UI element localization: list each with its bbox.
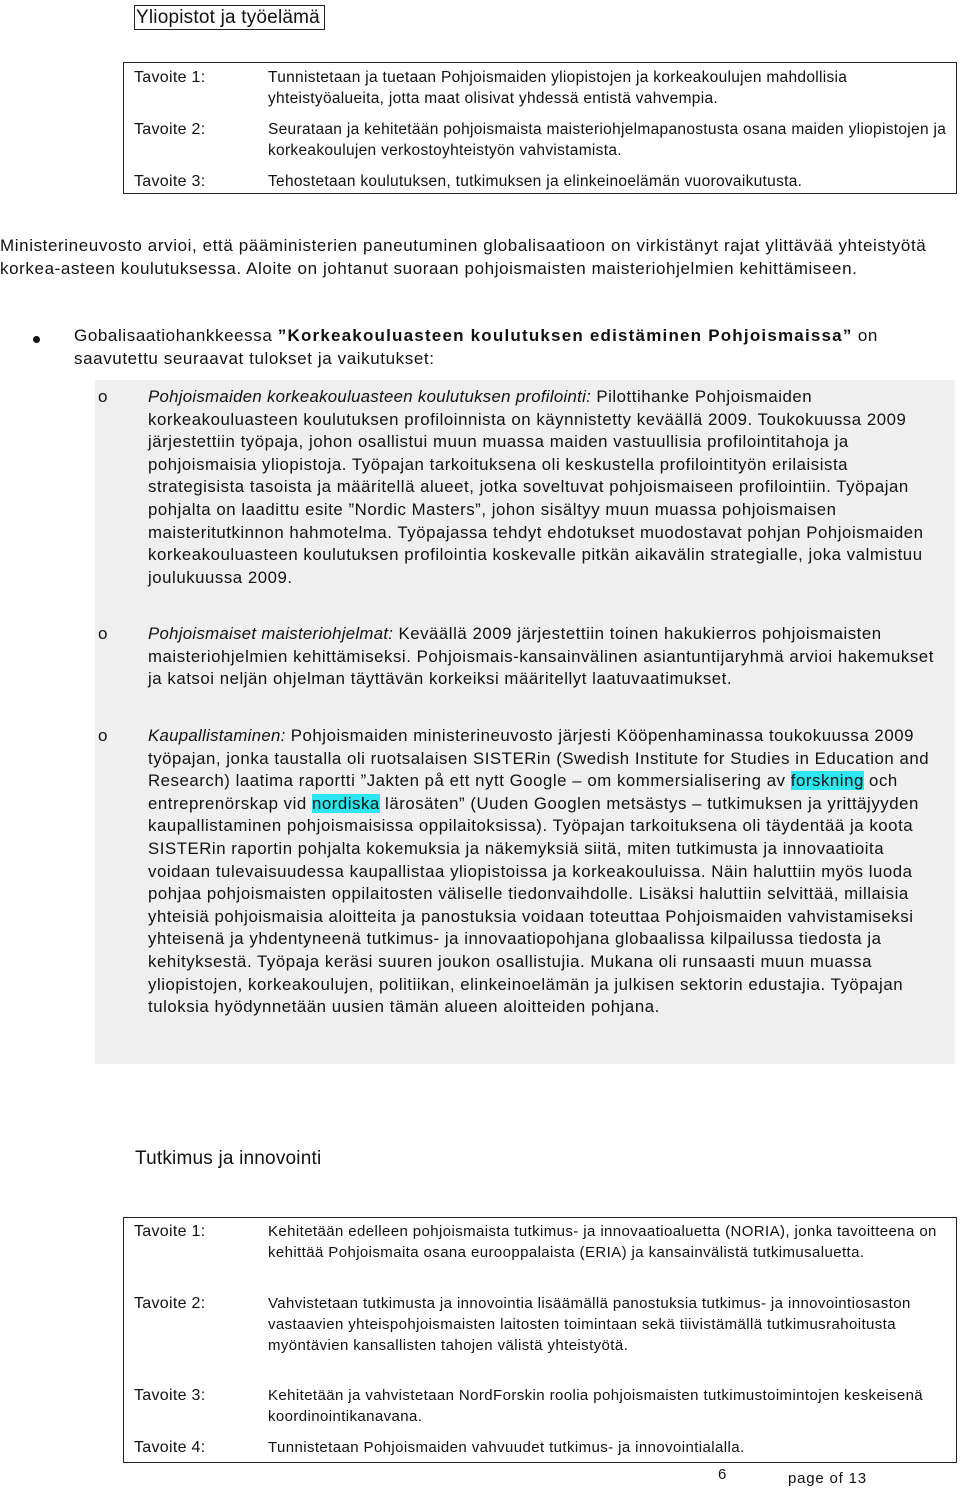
- sub-bullet-icon: o: [98, 726, 108, 745]
- page-number: 6: [718, 1466, 727, 1483]
- page-count: page of 13: [788, 1470, 867, 1487]
- goal-text: Kehitetään edelleen pohjoismaista tutkimus- ja innovaatioaluetta (NORIA), jonka tavoitteena on kehittää Pohjoismaita osana eurooppalaista (ERIA) ja kansainvälistä tutkimusaluetta.: [268, 1223, 937, 1261]
- result-body: Pohjoismaiden ministerineuvosto järjesti Kööpenhaminassa toukokuussa 2009 työpajan, jonka taustalla oli ruotsalaisen SISTERin (Swedish Institute for Studies in Education and Research) laatima raportti ”Jakten på ett nytt Google – om kommersialisering av: [148, 726, 930, 791]
- goal-label: Tavoite 3:: [134, 173, 206, 190]
- section-heading-research: Tutkimus ja innovointi: [135, 1148, 322, 1169]
- goal-text: Kehitetään ja vahvistetaan NordForskin roolia pohjoismaisten tutkimustoimintojen keskeisenä koordinointikanavana.: [268, 1387, 924, 1425]
- section-heading-universities: Yliopistot ja työelämä: [134, 5, 325, 30]
- result-title: Pohjoismaiden korkeakouluasteen koulutuksen profilointi:: [148, 387, 592, 406]
- goal-label: Tavoite 2:: [134, 1295, 206, 1312]
- goal-text: Tunnistetaan Pohjoismaiden vahvuudet tutkimus- ja innovointialalla.: [268, 1439, 745, 1456]
- result-text: [148, 386, 948, 589]
- goal-label: Tavoite 3:: [134, 1387, 206, 1404]
- bullet-lead: Gobalisaatiohankkeessa: [74, 326, 278, 345]
- intro-paragraph: Ministerineuvosto arvioi, että pääministerien paneutuminen globalisaatioon on virkistänyt rajat ylittävää yhteistyötä korkea-asteen koulutuksessa. Aloite on johtanut suoraan pohjoismaisten maisteriohjelmien kehittämiseen.: [0, 236, 927, 278]
- goal-text: Vahvistetaan tutkimusta ja innovointia lisäämällä panostuksia tutkimus- ja innovointiosaston vastaavien yhteispohjoismaisten laitosten toimintaan sekä tiivistämällä tutkimusrahoitusta myöntävien kansallisten tahojen välistä yhteistyötä.: [268, 1295, 911, 1354]
- goal-label: Tavoite 4:: [134, 1439, 206, 1456]
- highlighted-word: nordiska: [311, 793, 380, 813]
- project-title: ”Korkeakouluasteen koulutuksen edistäminen Pohjoismaissa”: [277, 326, 853, 345]
- sub-bullet-icon: o: [98, 624, 108, 643]
- results-section: [95, 380, 955, 1064]
- sub-bullet-icon: o: [98, 387, 108, 406]
- bullet-text: [74, 325, 914, 370]
- goal-label: Tavoite 1:: [134, 69, 206, 86]
- goals-table-research: [123, 1217, 957, 1463]
- result-body: lärosäten” (Uuden Googlen metsästys – tutkimuksen ja yrittäjyyden kaupallistaminen pohjoismaisissa oppilaitoksissa). Työpajan tarkoituksena oli täydentää ja koota SISTERin raportin pohjalta kokemuksia ja näkemyksiä siitä, miten tutkimusta ja innovaatioita voidaan tulevaisuudessa kaupallistaa yliopistoissa ja korkeakouluissa. Näin haluttiin myös luoda pohjaa pohjoismaisten oppilaitosten väliselle tiedonvaihdolle. Lisäksi haluttiin selvittää, millaisia yhteisiä pohjoismaisia aloitteita ja panostuksia voidaan toteuttaa Pohjoismaiden vahvistamiseksi yhteisenä ja yhdentyneenä tutkimus- ja innovaatiopohjana globaalissa kilpailussa tiedosta ja kehityksestä. Työpaja keräsi suuren joukon osallistujia. Mukana oli runsaasti muun muassa yliopistojen, korkeakoulujen, politiikan, elinkeinoelämän ja julkisen sektorin edustajia. Työpajan tuloksia hyödynnetään uusien tämän alueen aloitteiden pohjana.: [148, 793, 919, 1017]
- result-body: Pilottihanke Pohjoismaiden korkeakouluasteen koulutuksen profiloinnista on käynnistetty keväällä 2009. Toukokuussa 2009 järjestettiin työpaja, johon osallistui muun muassa maiden vastuullisia profilointitahoja ja pohjoismaisia yliopistoja. Työpajan tarkoituksena oli keskustella profilointityön erilaisista strategisista tasoista ja määritellä alueet, jotka soveltuvat pohjoismaiseen profilointiin. Työpajan pohjalta on laadittu esite ”Nordic Masters”, johon sisältyy muun muassa pohjoismaisen maisteritutkinnon hahmotelma. Työpajassa tehdyt ehdotukset muodostavat pohjan Pohjoismaiden korkeakouluasteen koulutuksen profilointia koskevalle pitkän aikavälin strategialle, joka valmistuu joulukuussa 2009.: [148, 387, 924, 587]
- goal-label: Tavoite 1:: [134, 1223, 206, 1240]
- result-body: Keväällä 2009 järjestettiin toinen hakukierros pohjoismaisten maisteriohjelmien kehittämiseksi. Pohjoismais-kansainvälinen asiantuntijaryhmä arvioi hakemukset ja katsoi neljän ohjelman täyttävän korkeiksi määritellyt laatuvaatimukset.: [148, 624, 934, 689]
- goal-label: Tavoite 2:: [134, 121, 206, 138]
- result-body: och entreprenörskap vid: [148, 771, 898, 813]
- result-title: Kaupallistaminen:: [148, 726, 286, 745]
- goal-text: Tunnistetaan ja tuetaan Pohjoismaiden yliopistojen ja korkeakoulujen mahdollisia yhteistyöalueita, jotta maat olisivat yhdessä entistä vahvempia.: [268, 69, 848, 107]
- goal-text: Seurataan ja kehitetään pohjoismaista maisteriohjelmapanostusta osana maiden yliopistojen ja korkeakoulujen verkostoyhteistyön vahvistamista.: [268, 121, 947, 159]
- goals-table-universities: [123, 62, 957, 194]
- bullet-icon: [33, 336, 40, 343]
- result-title: Pohjoismaiset maisteriohjelmat:: [148, 624, 394, 643]
- goal-text: Tehostetaan koulutuksen, tutkimuksen ja elinkeinoelämän vuorovaikutusta.: [268, 173, 803, 190]
- bullet-tail: on saavutettu seuraavat tulokset ja vaikutukset:: [74, 326, 878, 368]
- result-text: [148, 725, 948, 1019]
- highlighted-word: forskning: [790, 771, 864, 791]
- result-text: [148, 623, 948, 691]
